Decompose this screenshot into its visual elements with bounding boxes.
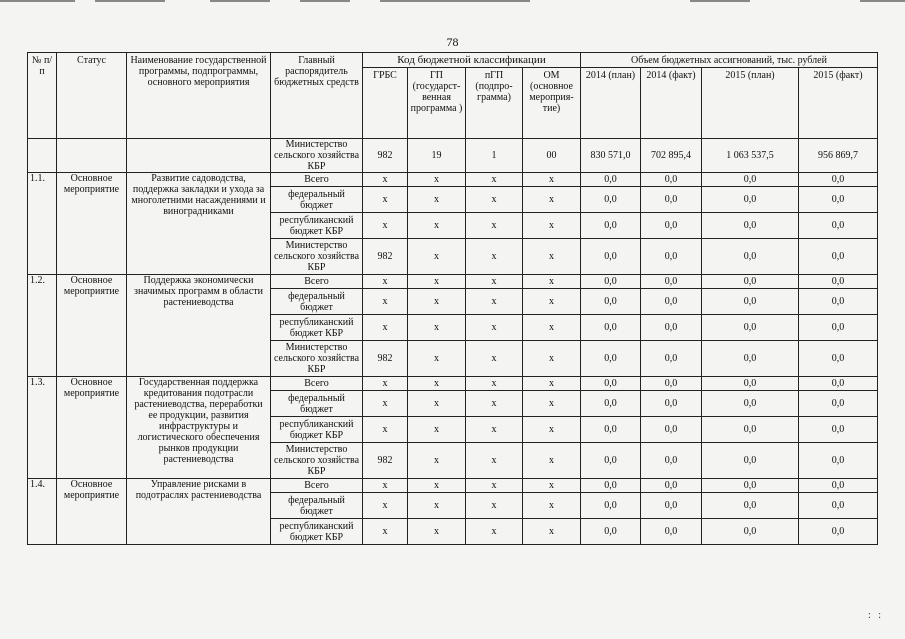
summary-2014-fact: 702 895,4 [641,139,702,173]
cell-om: х [523,493,581,519]
cell-grbs: 982 [363,341,408,377]
cell-owner: республиканский бюджет КБР [271,213,363,239]
block-num: 1.1. [28,173,57,275]
cell-2015-plan: 0,0 [702,479,799,493]
block-num: 1.3. [28,377,57,479]
header-2014-fact: 2014 (факт) [641,68,702,139]
cell-2015-plan: 0,0 [702,377,799,391]
table-row [28,377,878,391]
cell-om: х [523,187,581,213]
cell-2014-plan: 0,0 [581,213,641,239]
cell-pgp: х [466,519,523,545]
header-num: № п/п [28,53,57,139]
header-owner: Главный распорядитель бюджетных средств [271,53,363,139]
cell-2014-fact: 0,0 [641,443,702,479]
cell-om: х [523,315,581,341]
cell-2015-plan: 0,0 [702,213,799,239]
cell-om: х [523,289,581,315]
cell-gp: х [408,239,466,275]
cell-2015-plan: 0,0 [702,275,799,289]
cell-om: х [523,519,581,545]
cell-om: х [523,377,581,391]
header-2014-plan: 2014 (план) [581,68,641,139]
cell-grbs: х [363,391,408,417]
cell-om: х [523,391,581,417]
cell-owner: Министерство сельского хозяйства КБР [271,239,363,275]
header-grbs: ГРБС [363,68,408,139]
cell-2014-fact: 0,0 [641,493,702,519]
cell-grbs: х [363,173,408,187]
header-pgp: пГП (подпро-грамма) [466,68,523,139]
cell-owner: республиканский бюджет КБР [271,315,363,341]
summary-2015-fact: 956 869,7 [799,139,878,173]
cell-om: х [523,239,581,275]
cell-2015-fact: 0,0 [799,187,878,213]
cell-pgp: х [466,239,523,275]
cell-2014-plan: 0,0 [581,315,641,341]
scan-artifact [860,0,905,2]
cell-grbs: х [363,275,408,289]
cell-owner: Всего [271,377,363,391]
cell-gp: х [408,341,466,377]
cell-gp: х [408,173,466,187]
block-num: 1.4. [28,479,57,545]
scan-artifact [95,0,165,2]
cell-gp: х [408,519,466,545]
cell-grbs: 982 [363,443,408,479]
cell-grbs: х [363,213,408,239]
cell-2014-fact: 0,0 [641,391,702,417]
cell-pgp: х [466,289,523,315]
cell-2014-plan: 0,0 [581,479,641,493]
cell-owner: Всего [271,479,363,493]
cell-2014-fact: 0,0 [641,377,702,391]
cell-grbs: х [363,289,408,315]
cell-2014-fact: 0,0 [641,479,702,493]
cell-pgp: х [466,187,523,213]
cell-2014-plan: 0,0 [581,377,641,391]
block-name: Государственная поддержка кредитования подотрасли растениеводства, переработки ее продукции, развития инфраструктуры и логистического обеспечения рынков продукции растениеводства [127,377,271,479]
header-gp: ГП (государст-венная программа ) [408,68,466,139]
cell-pgp: х [466,173,523,187]
header-name: Наименование государственной программы, подпрограммы, основного мероприятия [127,53,271,139]
cell-owner: республиканский бюджет КБР [271,417,363,443]
cell-2015-fact: 0,0 [799,289,878,315]
cell-om: х [523,341,581,377]
cell-grbs: х [363,493,408,519]
scan-artifact [300,0,350,2]
cell-2014-plan: 0,0 [581,493,641,519]
cell-owner: Министерство сельского хозяйства КБР [271,443,363,479]
cell-pgp: х [466,377,523,391]
block-name: Развитие садоводства, поддержка закладки и ухода за многолетними насаждениями и виноградниками [127,173,271,275]
cell-gp: х [408,377,466,391]
scan-artifact [690,0,750,2]
block-status: Основное мероприятие [57,479,127,545]
budget-table [27,52,878,545]
cell-pgp: х [466,341,523,377]
cell-2014-plan: 0,0 [581,391,641,417]
cell-gp: х [408,417,466,443]
cell-pgp: х [466,479,523,493]
cell-2015-plan: 0,0 [702,417,799,443]
cell-2015-plan: 0,0 [702,187,799,213]
cell-2015-fact: 0,0 [799,391,878,417]
cell-owner: Министерство сельского хозяйства КБР [271,341,363,377]
cell-owner: республиканский бюджет КБР [271,519,363,545]
cell-grbs: х [363,315,408,341]
cell-2014-fact: 0,0 [641,519,702,545]
cell-2015-fact: 0,0 [799,213,878,239]
cell-2015-plan: 0,0 [702,315,799,341]
block-name: Управление рисками в подотраслях растениеводства [127,479,271,545]
summary-2015-plan: 1 063 537,5 [702,139,799,173]
summary-empty [57,139,127,173]
cell-2015-fact: 0,0 [799,519,878,545]
cell-2015-plan: 0,0 [702,289,799,315]
cell-2014-plan: 0,0 [581,443,641,479]
cell-2014-fact: 0,0 [641,341,702,377]
cell-2015-fact: 0,0 [799,239,878,275]
summary-om: 00 [523,139,581,173]
table-row [28,275,878,289]
cell-2015-fact: 0,0 [799,417,878,443]
cell-om: х [523,173,581,187]
cell-2014-plan: 0,0 [581,275,641,289]
cell-gp: х [408,315,466,341]
cell-owner: федеральный бюджет [271,289,363,315]
scan-artifact [0,0,75,2]
header-code-group: Код бюджетной классификации [363,53,581,68]
cell-2014-plan: 0,0 [581,289,641,315]
cell-pgp: х [466,417,523,443]
cell-2014-plan: 0,0 [581,173,641,187]
cell-grbs: х [363,479,408,493]
cell-pgp: х [466,213,523,239]
cell-owner: Всего [271,173,363,187]
cell-pgp: х [466,315,523,341]
cell-2015-plan: 0,0 [702,493,799,519]
cell-grbs: 982 [363,239,408,275]
cell-2014-fact: 0,0 [641,289,702,315]
summary-row [28,139,878,173]
cell-2014-fact: 0,0 [641,173,702,187]
cell-2014-fact: 0,0 [641,213,702,239]
cell-grbs: х [363,417,408,443]
cell-pgp: х [466,443,523,479]
cell-2015-plan: 0,0 [702,173,799,187]
cell-om: х [523,275,581,289]
cell-gp: х [408,289,466,315]
cell-2015-fact: 0,0 [799,377,878,391]
cell-2015-fact: 0,0 [799,493,878,519]
cell-2014-fact: 0,0 [641,275,702,289]
cell-gp: х [408,493,466,519]
cell-2014-plan: 0,0 [581,519,641,545]
header-2015-plan: 2015 (план) [702,68,799,139]
cell-2014-fact: 0,0 [641,239,702,275]
cell-om: х [523,479,581,493]
cell-2014-fact: 0,0 [641,187,702,213]
cell-gp: х [408,213,466,239]
cell-2015-fact: 0,0 [799,173,878,187]
cell-2015-fact: 0,0 [799,479,878,493]
block-num: 1.2. [28,275,57,377]
cell-2015-fact: 0,0 [799,443,878,479]
cell-2015-fact: 0,0 [799,275,878,289]
cell-2015-plan: 0,0 [702,239,799,275]
cell-grbs: х [363,519,408,545]
summary-gp: 19 [408,139,466,173]
cell-pgp: х [466,275,523,289]
block-status: Основное мероприятие [57,173,127,275]
cell-owner: федеральный бюджет [271,187,363,213]
table-row [28,173,878,187]
cell-2015-plan: 0,0 [702,443,799,479]
cell-grbs: х [363,187,408,213]
block-name: Поддержка экономически значимых программ в области растениеводства [127,275,271,377]
scan-artifact [380,0,530,2]
table-row [28,479,878,493]
cell-2015-fact: 0,0 [799,315,878,341]
cell-2015-plan: 0,0 [702,519,799,545]
cell-gp: х [408,479,466,493]
block-status: Основное мероприятие [57,275,127,377]
cell-2014-plan: 0,0 [581,239,641,275]
summary-grbs: 982 [363,139,408,173]
block-status: Основное мероприятие [57,377,127,479]
cell-gp: х [408,275,466,289]
header-status: Статус [57,53,127,139]
cell-gp: х [408,443,466,479]
summary-2014-plan: 830 571,0 [581,139,641,173]
cell-om: х [523,443,581,479]
scan-marks: : : [867,610,881,621]
cell-2014-plan: 0,0 [581,417,641,443]
cell-gp: х [408,187,466,213]
header-2015-fact: 2015 (факт) [799,68,878,139]
cell-grbs: х [363,377,408,391]
header-om: ОМ (основное мероприя-тие) [523,68,581,139]
cell-pgp: х [466,493,523,519]
summary-pgp: 1 [466,139,523,173]
summary-empty [28,139,57,173]
cell-om: х [523,213,581,239]
summary-owner: Министерство сельского хозяйства КБР [271,139,363,173]
cell-2014-plan: 0,0 [581,341,641,377]
cell-2014-plan: 0,0 [581,187,641,213]
cell-gp: х [408,391,466,417]
cell-2015-fact: 0,0 [799,341,878,377]
cell-2015-plan: 0,0 [702,341,799,377]
cell-2015-plan: 0,0 [702,391,799,417]
cell-owner: Всего [271,275,363,289]
cell-owner: федеральный бюджет [271,493,363,519]
page-number: 78 [446,35,459,49]
cell-pgp: х [466,391,523,417]
cell-2014-fact: 0,0 [641,315,702,341]
scan-artifact [210,0,270,2]
cell-om: х [523,417,581,443]
header-budget-group: Объем бюджетных ассигнований, тыс. рублей [581,53,878,68]
cell-2014-fact: 0,0 [641,417,702,443]
summary-empty [127,139,271,173]
cell-owner: федеральный бюджет [271,391,363,417]
